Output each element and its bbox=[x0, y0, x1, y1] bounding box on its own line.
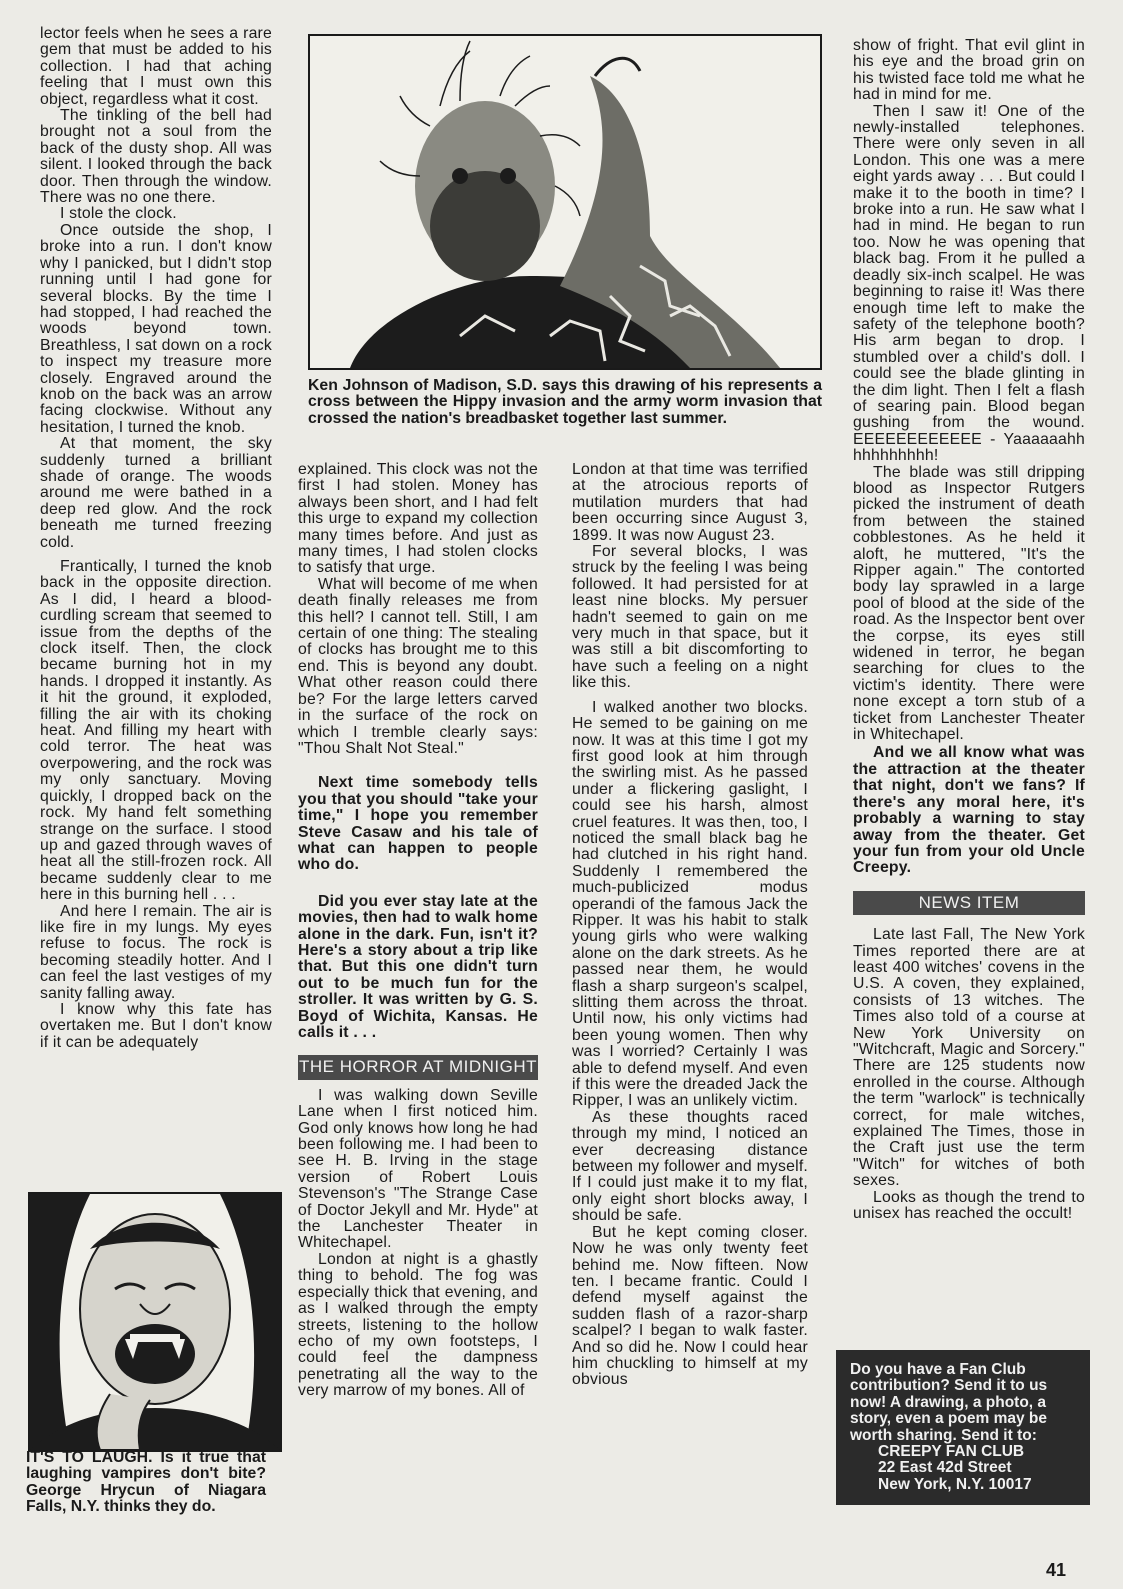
paragraph: Late last Fall, The New York Times reported there are at least 400 witches' covens in the U.S. A coven, they explained, consists of 13 witches. The Times also told of a course at New York University on "Witchcraft, Magic and Sorcery." There are 125 students now enrolled in the course. Although the term "warlock" is technically correct, for male witches, explained The Times, those in the Craft just use the term "Witch" for witches of both sexes. bbox=[853, 926, 1085, 1190]
paragraph: Then I saw it! One of the newly-installed telephones. There were only seven in all London. This one was a mere eight yards away . . . But could I make it to the booth in time? I broke into a run. He saw what I had in mind. He began to run too. Now he was opening that black bag. From it he pulled a deadly six-inch scalpel. He was beginning to raise it! Was there enough time left to make the safety of the telephone booth? His arm began to drop. I stumbled over a child's doll. I could see the blade glinting in the dim light. Then I felt a flash of searing pain. Blood began gushing from the wound. EEEEEEEEEEEE - Yaaaaaahh hhhhhhhhh! bbox=[853, 102, 1085, 465]
paragraph: I walked another two blocks. He semed to be gaining on me now. It was at this time I got my first good look at him through the swirling mist. As he passed under a flickering gaslight, I could see his harsh, almost cruel features. It was then, too, I noticed the small black bag he had clutched in his right hand. Suddenly I remembered the much-publicized modus operandi of the famous Jack the Ripper. It was his habit to stalk young girls who were walking alone on the dark streets. As he passed near them, he would flash a sharp surgeon's scalpel, slitting them across the throat. Until now, his only victims had been young women. Then why was I worried? Certainly I was able to defend myself. And even if this were the dreaded Jack the Ripper, I was an unlikely victim. bbox=[572, 698, 808, 1110]
vampire-caption: IT'S TO LAUGH. Is it true that laughing vampires don't bite? George Hrycun of Niagara Falls, N.Y. thinks they do. bbox=[26, 1449, 266, 1516]
paragraph: Frantically, I turned the knob back in the opposite direction. As I did, I heard a blood-curdling scream that seemed to issue from the depths of the clock itself. Then, the clock became burning hot in my hands. I dropped it instantly. As it hit the ground, it exploded, filling the air with its choking heat. And filling my heart with cold terror. The heat was overpowering, and the rock was my only sanctuary. Moving quickly, I dropped back on the rock. My hand felt something strange on the surface. I stood up and gazed through waves of heat all the still-frozen rock. All became suddenly clear to me here in this burning hell . . . bbox=[40, 558, 272, 904]
paragraph: I know why this fate has overtaken me. But I don't know if it can be adequately bbox=[40, 1000, 272, 1051]
column-3 bbox=[572, 462, 808, 1389]
page-number: 41 bbox=[1046, 1560, 1067, 1580]
paragraph: And here I remain. The air is like fire in my lungs. My eyes refuse to focus. The rock is becoming steadily hotter. And I can feel the last vestiges of my sanity falling away. bbox=[40, 902, 272, 1002]
paragraph: At that moment, the sky suddenly turned a brilliant shade of orange. The woods around me were bathed in a deep red glow. And the rock beneath me turned freezing cold. bbox=[40, 435, 272, 551]
paragraph: lector feels when he sees a rare gem that must be added to his collection. I had that aching feeling that I must own this object, regardless what it cost. bbox=[40, 25, 272, 108]
fan-club-box bbox=[836, 1350, 1090, 1505]
paragraph: The tinkling of the bell had brought not a soul from the back of the dusty shop. All was silent. I looked through the back door. Then through the window. There was no one there. bbox=[40, 107, 272, 207]
paragraph: show of fright. That evil glint in his eye and the broad grin on his twisted face told me what he had in mind for me. bbox=[853, 37, 1085, 104]
fan-club-text: Do you have a Fan Club contribution? Send it to us now! A drawing, a photo, a story, even a poem may be worth sharing. Send it to: bbox=[850, 1361, 1048, 1444]
fan-club-city: New York, N.Y. 10017 bbox=[878, 1475, 1032, 1493]
fan-club-street: 22 East 42d Street bbox=[878, 1459, 1012, 1477]
hairy-creature-drawing bbox=[310, 36, 820, 368]
paragraph: Once outside the shop, I broke into a run. I don't know why I panicked, but I didn't stop running until I had gone for several blocks. By the time I had stopped, I had reached the woods beyond town. Breathless, I sat down on a rock to inspect my treasure more closely. Engraved around the knob on the back was an arrow facing clockwise. Without any hesitation, I turned the knob. bbox=[40, 221, 272, 436]
paragraph: London at that time was terrified at the atrocious reports of mutilation murders that had been occurring since August 3, 1899. It was now August 23. bbox=[572, 461, 808, 544]
column-2 bbox=[298, 462, 538, 1400]
paragraph: I stole the clock. bbox=[60, 205, 177, 223]
paragraph: explained. This clock was not the first I had stolen. Money has always been short, and I had felt this urge to expand my collection many times before. And just as many times, I had stolen clocks to satisfy that urge. bbox=[298, 461, 538, 577]
paragraph: London at night is a ghastly thing to behold. The fog was especially thick that evening, and as I walked through the empty streets, listening to the hollow echo of my own footsteps, I could feel the dampness penetrating all the way to the very marrow of my bones. All of bbox=[298, 1250, 538, 1400]
fan-club-name: CREEPY FAN CLUB bbox=[878, 1443, 1025, 1461]
column-1 bbox=[40, 26, 272, 1051]
vampire-illustration bbox=[28, 1192, 282, 1452]
paragraph: As these thoughts raced through my mind, I noticed an ever decreasing distance between my follower and myself. If I could just make it to my flat, only eight short blocks away, I should be safe. bbox=[572, 1108, 808, 1225]
paragraph: For several blocks, I was struck by the feeling I was being followed. It had persisted for at least nine blocks. My persuer hadn't seemed to gain on me very much in that space, but it was still a bit discomforting to have such a feeling on a night like this. bbox=[572, 543, 808, 692]
paragraph: I was walking down Seville Lane when I first noticed him. God only knows how long he had been following me. I had been to see H. B. Irving in the stage version of Robert Louis Stevenson's "The Strange Case of Doctor Jekyll and Mr. Hyde" at the Lanchester Theater in Whitechapel. bbox=[298, 1086, 538, 1252]
paragraph: What will become of me when death finally releases me from this hell? I cannot tell. Still, I am certain of one thing: The stealing of clocks has brought me to this end. This is beyond any doubt. What other reason could there be? For the large letters carved in the surface of the rock on which I tremble clearly says: "Thou Shalt Not Steal." bbox=[298, 575, 538, 757]
laughing-vampire-drawing bbox=[30, 1194, 280, 1450]
paragraph: But he kept coming closer. Now he was only twenty feet behind me. Now fifteen. Now ten. I became frantic. Could I defend myself against the sudden flash of a razor-sharp scalpel? I began to walk faster. And so did he. Now I could hear him chuckling to himself at my obvious bbox=[572, 1223, 808, 1389]
editor-note: Did you ever stay late at the movies, then had to walk home alone in the dark. Fun, isn't it? Here's a story about a trip like that. But this one didn't turn out to be much fun for the stroller. It was written by G. S. Boyd of Wichita, Kansas. He calls it . . . bbox=[298, 892, 538, 1041]
column-4 bbox=[853, 38, 1085, 1222]
paragraph: The blade was still dripping blood as Inspector Rutgers picked the instrument of death from between the stained cobblestones. As he held it aloft, he muttered, "It's the Ripper again." The contorted body lay sprawled in a large pool of blood at the side of the road. As the Inspector bent over the corpse, its eyes still widened in terror, he began searching for clues to the victim's identity. There were none except a torn stub of a ticket from Lanchester Theater in Whitechapel. bbox=[853, 463, 1085, 744]
illustration-caption: Ken Johnson of Madison, S.D. says this drawing of his represents a cross between the Hippy invasion and the army worm invasion that crossed the nation's breadbasket together last summer. bbox=[308, 377, 822, 427]
story-title-header: THE HORROR AT MIDNIGHT bbox=[298, 1055, 538, 1079]
editor-note: And we all know what was the attraction at the theater that night, don't we fans? If there's any moral here, it's probably a warning to stay away from the theater. Get your fun from your old Uncle Creepy. bbox=[853, 744, 1085, 877]
news-item-header: NEWS ITEM bbox=[853, 891, 1085, 915]
paragraph: Looks as though the trend to unisex has reached the occult! bbox=[853, 1188, 1085, 1223]
worm-illustration bbox=[308, 34, 822, 370]
editor-note: Next time somebody tells you that you should "take your time," I hope you remember Steve Casaw and his tale of what can happen to people who do. bbox=[298, 774, 538, 874]
